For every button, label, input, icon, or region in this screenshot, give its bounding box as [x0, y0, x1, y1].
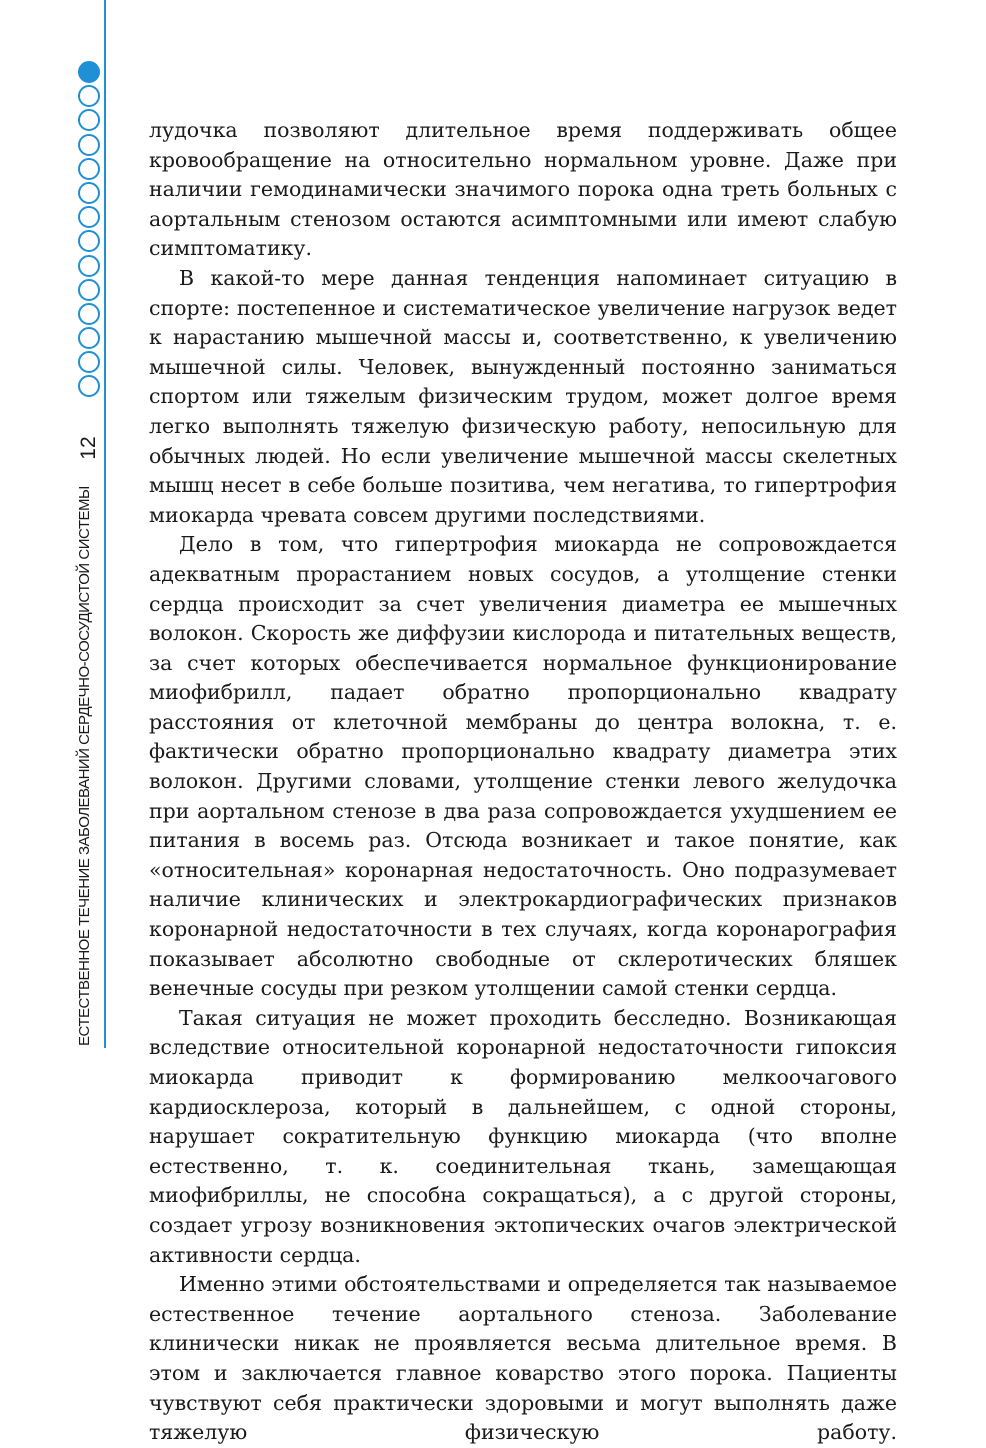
progress-dot	[78, 158, 100, 180]
progress-dot	[78, 109, 100, 131]
progress-dot	[78, 134, 100, 156]
running-head: ЕСТЕСТВЕННОЕ ТЕЧЕНИЕ ЗАБОЛЕВАНИЙ СЕРДЕЧНО-СОСУДИСТОЙ СИСТЕМЫ	[76, 486, 93, 1046]
progress-dot	[78, 182, 100, 204]
paragraph: Такая ситуация не может проходить бесследно. Возникающая вследствие относительной коронарной недостаточности гипоксия миокарда приводит к формированию мелкоочагового кардиосклероза, который в дальнейшем, с одной стороны, нарушает сократительную функцию миокарда (что вполне естественно, т. к. соединительная ткань, замещающая миофибриллы, не способна сокращаться), а с другой стороны, создает угрозу возникновения эктопических очагов электрической активности сердца.	[149, 1005, 897, 1267]
progress-dot	[78, 351, 100, 373]
paragraph: лудочка позволяют длительное время поддерживать общее кровообращение на относительно нормальном уровне. Даже при наличии гемодинамически значимого порока одна треть больных с аортальным стенозом остаются асимптомными или имеют слабую симптоматику.	[149, 118, 897, 261]
paragraph: Дело в том, что гипертрофия миокарда не сопровождается адекватным прорастанием новых сосудов, а утолщение стенки сердца происходит за счет увеличения диаметра ее мышечных волокон. Скорость же диффузии кислорода и питательных веществ, за счет которых обеспечивается нормальное функционирование миофибрилл, падает обратно пропорционально квадрату расстояния от клеточной мембраны до центра волокна, т. е. фактически обратно пропорционально квадрату диаметра этих волокон. Другими словами, утолщение стенки левого желудочка при аортальном стенозе в два раза сопровождается ухудшением ее питания в восемь раз. Отсюда возникает и такое понятие, как «относительная» коронарная недостаточность. Оно подразумевает наличие клинических и электрокардиографических признаков коронарной недостаточности в тех случаях, когда коронарография показывает абсолютно свободные от склеротических бляшек венечные сосуды при резком утолщении самой стенки сердца.	[149, 532, 897, 1001]
progress-dot	[78, 206, 100, 228]
progress-dot	[78, 279, 100, 301]
chapter-progress-dots	[78, 61, 104, 400]
sidebar-rule	[104, 0, 106, 1048]
progress-dot	[78, 230, 100, 252]
progress-dot	[78, 255, 100, 277]
progress-dot	[78, 327, 100, 349]
page-number: 12	[77, 436, 100, 460]
progress-dot	[78, 303, 100, 325]
paragraph: В какой-то мере данная тенденция напоминает ситуацию в спорте: постепенное и систематическое увеличение нагрузок ведет к нарастанию мышечной массы и, соответственно, к увеличению мышечной силы. Человек, вынужденный постоянно заниматься спортом или тяжелым физическим трудом, может долгое время легко выполнять тяжелую физическую работу, непосильную для обычных людей. Но если увеличение мышечной массы скелетных мышц несет в себе больше позитива, чем негатива, то гипертрофия миокарда чревата совсем другими последствиями.	[149, 265, 897, 527]
paragraph: Именно этими обстоятельствами и определяется так называемое естественное течение аортального стеноза. Заболевание клинически никак не проявляется весьма длительное время. В этом и заключается главное коварство этого порока. Пациенты чувствуют себя практически здоровыми и могут выполнять даже тяжелую физическую работу.	[149, 1272, 897, 1445]
progress-dot	[78, 85, 100, 107]
body-text	[149, 116, 897, 1448]
progress-dot	[78, 375, 100, 397]
progress-dot-filled	[78, 61, 100, 83]
